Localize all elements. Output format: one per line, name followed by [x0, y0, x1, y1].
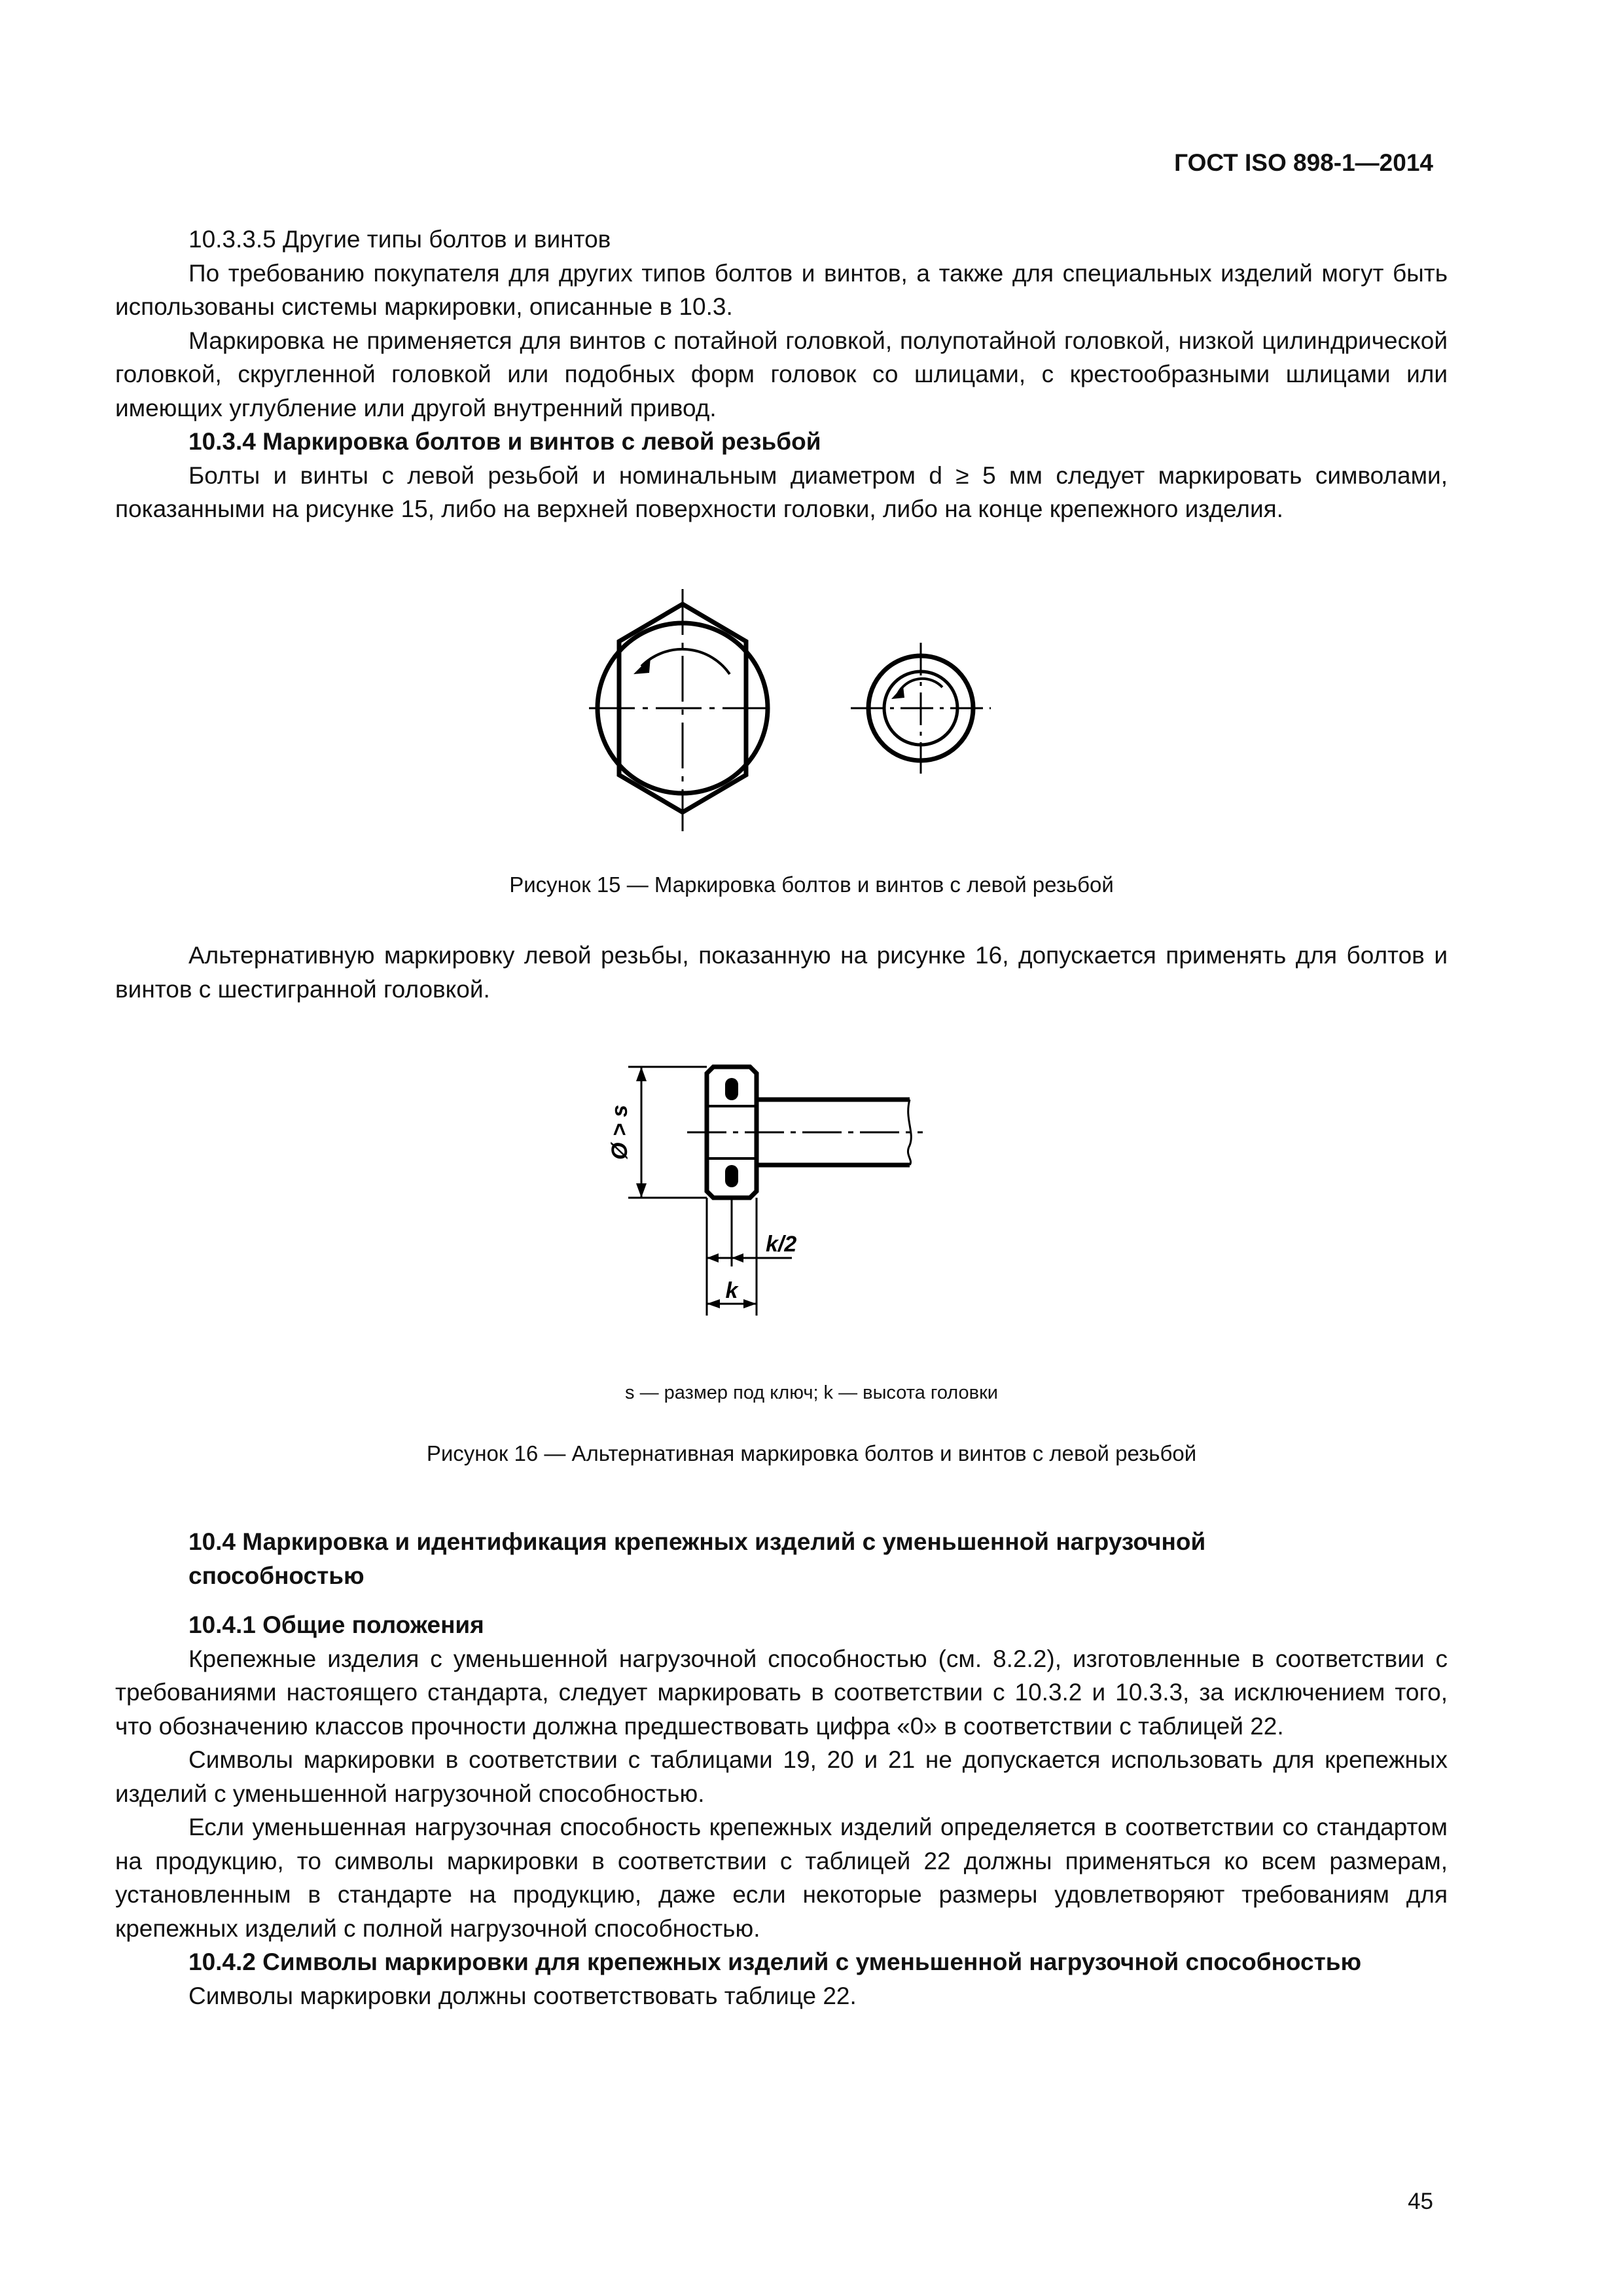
dimension-label-k: k [725, 1278, 738, 1303]
notch-mark [725, 1078, 738, 1100]
arrowhead [636, 1067, 647, 1081]
figure-15-drawing [576, 589, 1034, 838]
arrowhead [633, 657, 651, 674]
paragraph: Если уменьшенная нагрузочная способность крепежных изделий определяется в соответствии со стандартом на продукцию, то символы маркировки в соответствии с таблицей 22 должны применяться ко всем размерам, установленным в стандарте на продукцию, даже если некоторые размеры удовлетворяют требованиям для крепежных изделий с полной нагрузочной способностью. [115, 1814, 1448, 1942]
dimension-label-diameter: Ø > s [607, 1104, 632, 1160]
figure-15-caption: Рисунок 15 — Маркировка болтов и винтов с левой резьбой [509, 872, 1114, 897]
arrowhead [636, 1183, 647, 1198]
text-block-2 [115, 939, 1448, 1006]
section-heading: 10.4 Маркировка и идентификация крепежных изделий с уменьшенной нагрузочной способностью [188, 1528, 1206, 1589]
arrowhead [707, 1299, 720, 1308]
text-block-1 [115, 223, 1448, 526]
left-hand-arrow-small [898, 679, 942, 694]
arrowhead [707, 1253, 719, 1263]
notch-mark [725, 1165, 738, 1187]
subsection-heading: 10.4.2 Символы маркировки для крепежных изделий с уменьшенной нагрузочной способностью [188, 1948, 1362, 1975]
paragraph: Крепежные изделия с уменьшенной нагрузочной способностью (см. 8.2.2), изготовленные в соответствии с требованиями настоящего стандарта, следует маркировать в соответствии с 10.3.2 и 10.3.3, за исключением того, что обозначению классов прочности должна предшествовать цифра «0» в соответствии с таблицей 22. [115, 1645, 1448, 1740]
subsection-heading: 10.3.4 Маркировка болтов и винтов с левой резьбой [188, 428, 821, 455]
paragraph: 10.3.3.5 Другие типы болтов и винтов [188, 226, 611, 253]
left-hand-arrow-large [641, 649, 730, 674]
figure-16-caption: Рисунок 16 — Альтернативная маркировка болтов и винтов с левой резьбой [426, 1441, 1197, 1465]
paragraph: По требованию покупателя для других типов болтов и винтов, а также для специальных изделий могут быть использованы системы маркировки, описанные в 10.3. [115, 259, 1448, 320]
paragraph: Болты и винты с левой резьбой и номинальным диаметром d ≥ 5 мм следует маркировать символами, показанными на рисунке 15, либо на верхней поверхности головки, либо на конце крепежного изделия. [115, 461, 1448, 522]
arrowhead [743, 1299, 757, 1308]
paragraph: Символы маркировки в соответствии с таблицами 19, 20 и 21 не допускается использовать для крепежных изделий с уменьшенной нагрузочной способностью. [115, 1746, 1448, 1807]
paragraph: Альтернативную маркировку левой резьбы, показанную на рисунке 16, допускается применять для болтов и винтов с шестигранной головкой. [115, 942, 1448, 1003]
subsection-heading: 10.4.1 Общие положения [188, 1611, 484, 1638]
paragraph: Символы маркировки должны соответствовать таблице 22. [188, 1982, 857, 2009]
page-number: 45 [1408, 2189, 1433, 2214]
figure-16-legend: s — размер под ключ; k — высота головки [625, 1382, 998, 1403]
dimension-label-k2: k/2 [766, 1232, 797, 1257]
arrowhead [732, 1253, 743, 1263]
arrowhead [891, 686, 904, 699]
text-block-3 [115, 1525, 1448, 2013]
document-header: ГОСТ ISO 898-1—2014 [1174, 149, 1433, 176]
figure-16-drawing [602, 1047, 969, 1335]
paragraph: Маркировка не применяется для винтов с потайной головкой, полупотайной головкой, низкой цилиндрической головкой, скругленной головкой или подобных форм головок со шлицами, с крестообразными шлицами или имеющих углубление или другой внутренний привод. [115, 327, 1448, 422]
